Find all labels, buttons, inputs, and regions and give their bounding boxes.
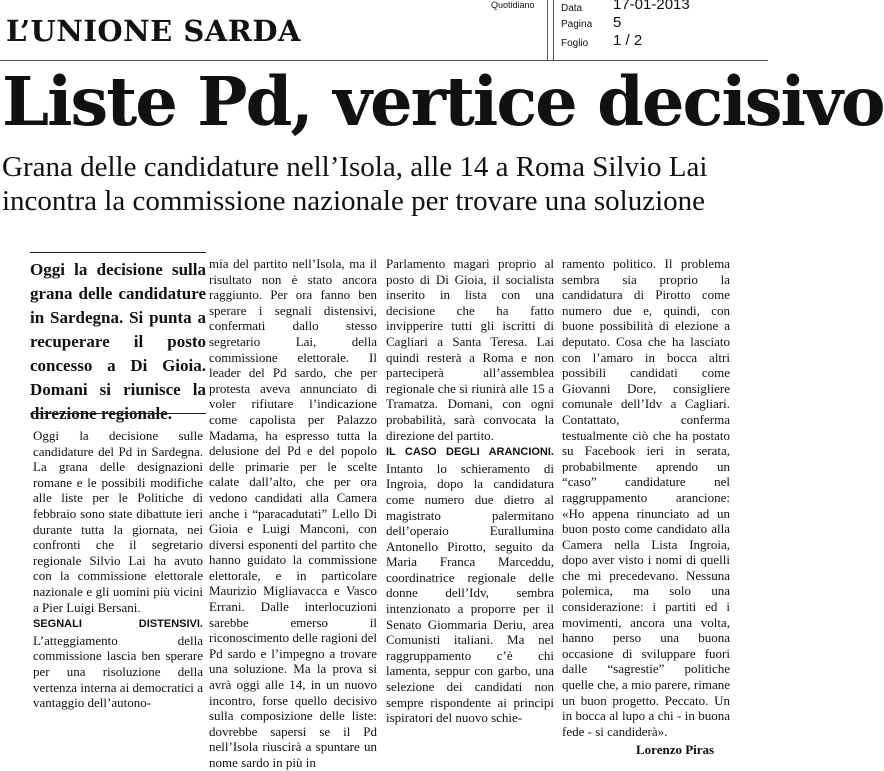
- section-heading: IL CASO DEGLI ARANCIONI.: [386, 446, 554, 459]
- subheadline-line-1: Grana delle candidature nell’Isola, alle 14 a Roma Silvio Lai: [2, 151, 708, 183]
- body-paragraph: Oggi la decisione sulle candidature del Pd in Sardegna. La grana delle designazioni romane e le possibili modifiche alle liste per le Politiche di febbraio sono state dibattute ieri durante tutta la giornata, nei confronti che il segretario regionale Silvio Lai ha avuto con la commissione elettorale nazionale e gli uomini più vicini a Pier Luigi Bersani.: [33, 428, 203, 615]
- headline: Liste Pd, vertice decisivo: [2, 62, 884, 141]
- lead-paragraph: Oggi la decisione sulla grana delle candidature in Sardegna. Si punta a recuperare il posto concesso a Di Gioia. Domani si riunisce la direzione regionale.: [30, 260, 206, 423]
- quotidiano-label: Quotidiano: [491, 0, 535, 10]
- author-signature: Lorenzo Piras: [636, 742, 715, 757]
- newspaper-logo: L’UNIONE SARDA: [6, 14, 302, 48]
- lead-bottom-rule: [30, 413, 206, 414]
- divider: [553, 0, 554, 60]
- column-4: [562, 256, 730, 739]
- column-1: [33, 428, 203, 711]
- column-3: [386, 256, 554, 726]
- subheadline: [2, 150, 768, 218]
- body-paragraph: mia del partito nell’Isola, ma il risultato non è stato ancora raggiunto. Per ora fanno ben sperare i segnali distensivi, confermati dallo stesso segretario Lai, della commissione elettorale. Il leader del Pd sardo, che per protesta aveva annunciato di voler rifiutare l’indicazione come capolista per Palazzo Madama, ha espresso tutta la delusione del Pd e del popolo delle primarie per le scelte calate dall’alto, che per ora vedono candidati alla Camera anche i “paracadutati” Lello Di Gioia e Luigi Manconi, con diversi esponenti del partito che hanno guidato la commissione elettorale, e in particolare Maurizio Migliavacca e Vasco Errani. Dalle interlocuzioni sarebbe emerso il riconoscimento delle ragioni del Pd sardo e l’impegno a trovare una soluzione. Ma la prova si avrà oggi alle 14, in un nuovo incontro, forse quello decisivo sulla composizione delle liste: dovrebbe sapersi se il Pd nell’Isola riuscirà a spuntare un nome sardo in più in: [209, 256, 377, 770]
- column-2: [209, 256, 377, 771]
- section-heading: SEGNALI DISTENSIVI.: [33, 618, 203, 631]
- body-paragraph: IL CASO DEGLI ARANCIONI. Intanto lo schieramento di Ingroia, dopo la candidatura come numero due dietro al magistrato palermitano dell’operaio Eurallumina Antonello Pirotto, seguito da Maria Franca Marceddu, coordinatrice regionale delle donne dell’Idv, sembra intenzionato a proporre per il Senato Giommaria Deriu, area Comunisti italiani. Ma nel raggruppamento c’è chi lamenta, seppur con garbo, una selezione dei candidati non sempre rispondente ai principi ispiratori del nuovo schie-: [386, 446, 554, 726]
- lead-top-rule: [30, 252, 206, 253]
- masthead: L’UNIONE SARDA Quotidiano Data 17-01-2013 Pagina 5 Foglio 1 / 2: [0, 0, 768, 62]
- subheadline-line-2: incontra la commissione nazionale per trovare una soluzione: [2, 185, 705, 217]
- body-paragraph: Parlamento magari proprio al posto di Di Gioia, il socialista inserito in lista con una decisione che ha fatto invipperire tutti gli iscritti di Cagliari a Santa Teresa. Lai quindi resterà a Roma e non parteciperà all’assemblea regionale che si riunirà alle 15 a Tramatza. Domani, con ogni probabilità, sarà convocata la direzione del partito.: [386, 256, 554, 443]
- divider: [0, 60, 768, 61]
- divider: [547, 0, 548, 60]
- body-paragraph: ramento politico. Il problema sembra sia proprio la candidatura di Pirotto come numero due e, quindi, con buone possibilità di elezione a deputato. Cosa che ha lasciato con l’amaro in bocca altri possibili candidati come Giovanni Dore, consigliere comunale dell’Idv a Cagliari. Contattato, conferma testualmente ciò che ha postato su Facebook ieri in serata, probabilmente aprendo un “caso” candidature nel raggruppamento arancione: «Ho appena rinunciato ad un buon posto come candidato alla Camera nella Lista Ingroia, dopo aver visto i nomi di quelli che mi precedevano. Nessuna polemica, ma solo una considerazione: i partiti ed i movimenti, ancora una volta, hanno perso una buona occasione di sviluppare fuori dalle “sagrestie” politiche quelle che, a mio parere, rimane un buon progetto. Peccato. Un in bocca al lupo a chi - in buona fede - si candiderà».: [562, 256, 730, 739]
- body-paragraph: SEGNALI DISTENSIVI. L’atteggiamento della commissione lascia ben sperare per una risoluzione della vertenza interna ai democratici a vantaggio dell’autono-: [33, 618, 203, 711]
